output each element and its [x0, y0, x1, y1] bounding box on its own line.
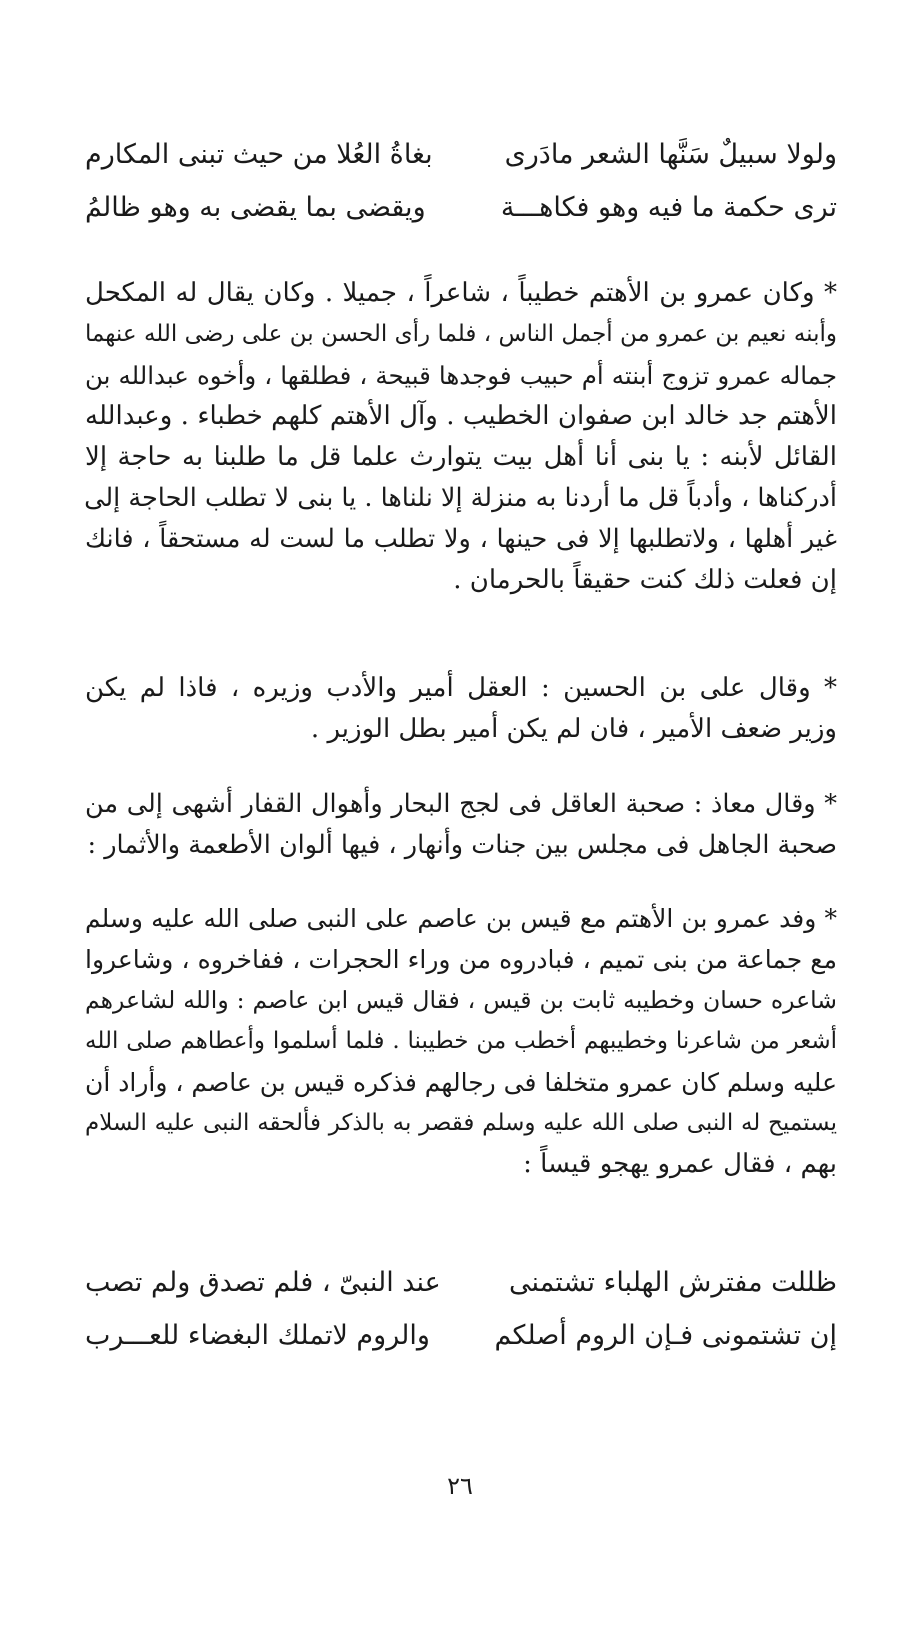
verse-line [85, 1309, 837, 1362]
verse-block-top [85, 128, 837, 234]
paragraph-line: صحبة الجاهل فى مجلس بين جنات وأنهار ، فيها ألوان الأطعمة والأثمار : [87, 830, 837, 860]
paragraph-line: مع جماعة من بنى تميم ، فبادروه من وراء الحجرات ، ففاخروه ، وشاعروا [85, 945, 837, 974]
verse-hemistich-second: ويقضى بما يقضى به وهو ظالمُ [85, 192, 426, 223]
verse-line [85, 1256, 837, 1309]
paragraph-line: شاعره حسان وخطيبه ثابت بن قيس ، فقال قيس ابن عاصم : والله لشاعرهم [85, 986, 837, 1014]
paragraph-line: * وقال معاذ : صحبة العاقل فى لجج البحار وأهوال القفار أشهى إلى من [85, 789, 837, 819]
paragraph-line: جماله عمرو تزوج أبنته أم حبيب فوجدها قبيحة ، فطلقها ، وأخوه عبدالله بن [85, 361, 837, 390]
paragraph-line: الأهتم جد خالد ابن صفوان الخطيب . وآل الأهتم كلهم خطباء . وعبدالله [85, 401, 837, 431]
paragraph-line: بهم ، فقال عمرو يهجو قيساً : [523, 1149, 837, 1179]
paragraph-line: * وفد عمرو بن الأهتم مع قيس بن عاصم على النبى صلى الله عليه وسلم [85, 904, 837, 933]
paragraph-line: * وكان عمرو بن الأهتم خطيباً ، شاعراً ، جميلا . وكان يقال له المكحل [85, 278, 837, 308]
paragraph-line: يستميح له النبى صلى الله عليه وسلم فقصر به بالذكر فألحقه النبى عليه السلام [85, 1110, 837, 1136]
page-number: ٢٦ [447, 1472, 473, 1500]
paragraph [85, 784, 837, 866]
paragraph-line: القائل لأبنه : يا بنى أنا أهل بيت يتوارث علما قل ما طلبنا به حاجة إلا [85, 442, 837, 472]
paragraph-line: إن فعلت ذلك كنت حقيقاً بالحرمان . [453, 565, 837, 595]
paragraph-line: عليه وسلم كان عمرو متخلفا فى رجالهم فذكره قيس بن عاصم ، وأراد أن [85, 1068, 837, 1097]
verse-hemistich-first: ترى حكمة ما فيه وهو فكاهـــة [500, 192, 837, 223]
verse-hemistich-first: ولولا سبيلٌ سَنَّها الشعر مادَرى [504, 139, 837, 170]
verse-hemistich-second: والروم لاتملك البغضاء للعـــرب [85, 1320, 430, 1351]
verse-line [85, 128, 837, 181]
paragraph-line: * وقال على بن الحسين : العقل أمير والأدب وزيره ، فاذا لم يكن [85, 673, 837, 703]
paragraph-line: وزير ضعف الأمير ، فان لم يكن أمير بطل الوزير . [310, 714, 837, 744]
paragraph [85, 898, 837, 1185]
verse-hemistich-first: إن تشتمونى فـإن الروم أصلكم [494, 1320, 837, 1351]
paragraph-line: وأبنه نعيم بن عمرو من أجمل الناس ، فلما رأى الحسن بن على رضى الله عنهما [85, 321, 837, 347]
paragraph-line: غير أهلها ، ولاتطلبها إلا فى حينها ، ولا تطلب ما لست له مستحقاً ، فانك [85, 524, 837, 554]
paragraph-line: أشعر من شاعرنا وخطيبهم أخطب من خطيبنا . فلما أسلموا وأعطاهم صلى الله [85, 1028, 837, 1054]
verse-hemistich-second: بغاةُ العُلا من حيث تبنى المكارم [85, 139, 433, 170]
verse-hemistich-second: عند النبىّ ، فلم تصدق ولم تصب [85, 1267, 441, 1298]
verse-hemistich-first: ظللت مفترش الهلباء تشتمنى [509, 1267, 837, 1298]
paragraph [85, 273, 837, 601]
verse-block-bottom [85, 1256, 837, 1362]
verse-line [85, 181, 837, 234]
paragraph [85, 668, 837, 750]
paragraph-line: أدركناها ، وأدباً قل ما أردنا به منزلة إلا نلناها . يا بنى لا تطلب الحاجة إلى [84, 483, 837, 513]
